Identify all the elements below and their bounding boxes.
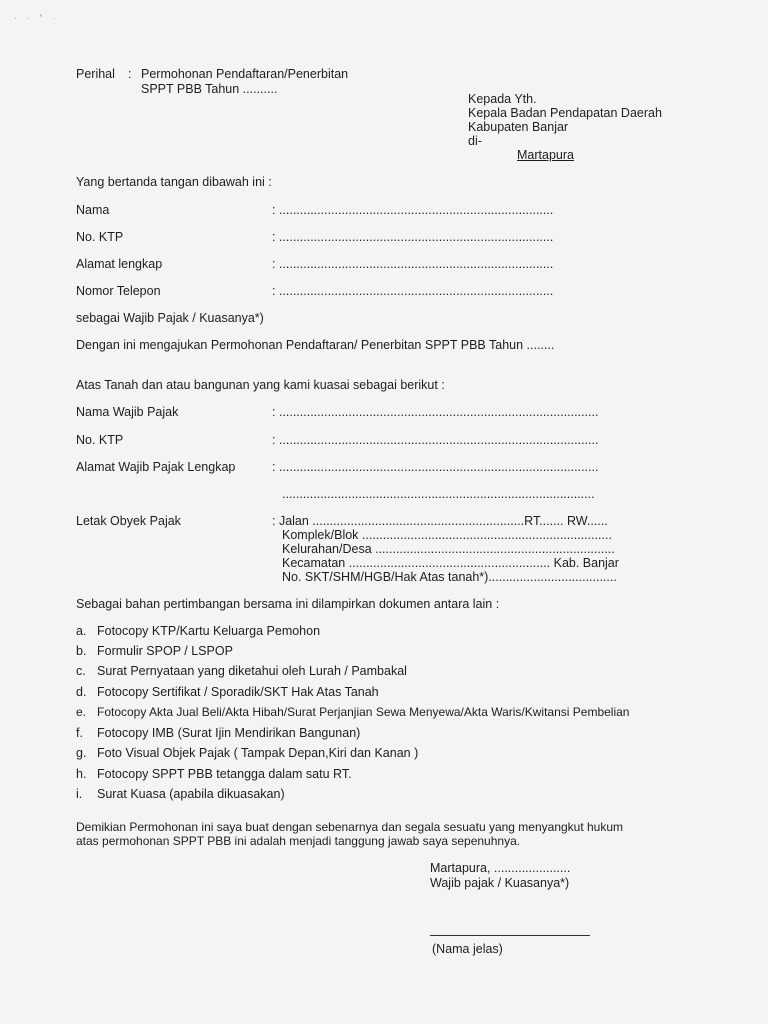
property-intro: Atas Tanah dan atau bangunan yang kami kuasai sebagai berikut :	[76, 378, 445, 392]
document-letter: g.	[76, 746, 87, 760]
document-item: Fotocopy Sertifikat / Sporadik/SKT Hak Atas Tanah	[97, 685, 379, 699]
document-item: Surat Kuasa (apabila dikuasakan)	[97, 787, 285, 801]
document-item: Surat Pernyataan yang diketahui oleh Lurah / Pambakal	[97, 664, 407, 678]
location-label: Letak Obyek Pajak	[76, 514, 181, 528]
property-label-ktp: No. KTP	[76, 433, 124, 447]
recipient-city: Martapura	[517, 148, 574, 162]
document-letter: e.	[76, 705, 87, 719]
field-label-alamat: Alamat lengkap	[76, 257, 163, 271]
applicant-role: sebagai Wajib Pajak / Kuasanya*)	[76, 311, 264, 325]
closing-line-2: atas permohonan SPPT PBB ini adalah menjadi tanggung jawab saya sepenuhnya.	[76, 834, 521, 848]
signature-place-date: Martapura, ......................	[430, 861, 571, 875]
document-letter: f.	[76, 726, 83, 740]
document-letter: c.	[76, 664, 86, 678]
location-line-komplek: Komplek/Blok ........................................................................	[282, 528, 612, 542]
property-label-nama: Nama Wajib Pajak	[76, 405, 179, 419]
field-label-telepon: Nomor Telepon	[76, 284, 161, 298]
perihal-line-2: SPPT PBB Tahun ..........	[141, 82, 278, 96]
document-letter: h.	[76, 767, 87, 781]
field-value-nama: : ...............................................................................	[272, 203, 554, 217]
documents-intro: Sebagai bahan pertimbangan bersama ini dilampirkan dokumen antara lain :	[76, 597, 500, 611]
document-letter: i.	[76, 787, 83, 801]
property-address-continuation: ..........................................................................................	[282, 487, 595, 501]
field-value-alamat: : ...............................................................................	[272, 257, 554, 271]
recipient-line-2: Kepala Badan Pendapatan Daerah	[468, 106, 662, 120]
recipient-line-3: Kabupaten Banjar	[468, 120, 569, 134]
location-line-jalan: : Jalan .............................................................RT....... RW......	[272, 514, 608, 528]
closing-line-1: Demikian Permohonan ini saya buat dengan sebenarnya dan segala sesuatu yang menyangkut hukum	[76, 820, 624, 834]
document-item: Foto Visual Objek Pajak ( Tampak Depan,Kiri dan Kanan )	[97, 746, 419, 760]
perihal-line-1: Permohonan Pendaftaran/Penerbitan	[141, 67, 349, 81]
field-label-ktp: No. KTP	[76, 230, 124, 244]
document-item: Formulir SPOP / LSPOP	[97, 644, 233, 658]
perihal-label: Perihal	[76, 67, 115, 81]
field-label-nama: Nama	[76, 203, 110, 217]
applicant-intro: Yang bertanda tangan dibawah ini :	[76, 175, 272, 189]
recipient-line-4: di-	[468, 134, 482, 148]
location-line-kelurahan: Kelurahan/Desa .....................................................................	[282, 542, 615, 556]
recipient-line-1: Kepada Yth.	[468, 92, 537, 106]
perihal-colon: :	[128, 67, 132, 81]
document-item: Fotocopy SPPT PBB tetangga dalam satu RT.	[97, 767, 352, 781]
scan-specks: · · ˚ ·	[14, 14, 60, 23]
field-value-telepon: : ...............................................................................	[272, 284, 554, 298]
signature-name-label: (Nama jelas)	[432, 942, 503, 956]
document-item: Fotocopy KTP/Kartu Keluarga Pemohon	[97, 624, 321, 638]
document-letter: a.	[76, 624, 87, 638]
location-line-hak-tanah: No. SKT/SHM/HGB/Hak Atas tanah*).....................................	[282, 570, 617, 584]
document-item: Fotocopy Akta Jual Beli/Akta Hibah/Surat Perjanjian Sewa Menyewa/Akta Waris/Kwitansi Pembelian	[97, 705, 630, 719]
request-statement: Dengan ini mengajukan Permohonan Pendaftaran/ Penerbitan SPPT PBB Tahun ........	[76, 338, 555, 352]
document-letter: d.	[76, 685, 87, 699]
document-item: Fotocopy IMB (Surat Ijin Mendirikan Bangunan)	[97, 726, 361, 740]
location-line-kecamatan: Kecamatan .......................................................... Kab. Banjar	[282, 556, 619, 570]
property-label-alamat: Alamat Wajib Pajak Lengkap	[76, 460, 236, 474]
property-value-alamat: : ............................................................................................	[272, 460, 599, 474]
field-value-ktp: : ...............................................................................	[272, 230, 554, 244]
signature-role: Wajib pajak / Kuasanya*)	[430, 876, 570, 890]
document-letter: b.	[76, 644, 87, 658]
property-value-ktp: : ............................................................................................	[272, 433, 599, 447]
signature-line	[430, 935, 590, 936]
property-value-nama: : ............................................................................................	[272, 405, 599, 419]
